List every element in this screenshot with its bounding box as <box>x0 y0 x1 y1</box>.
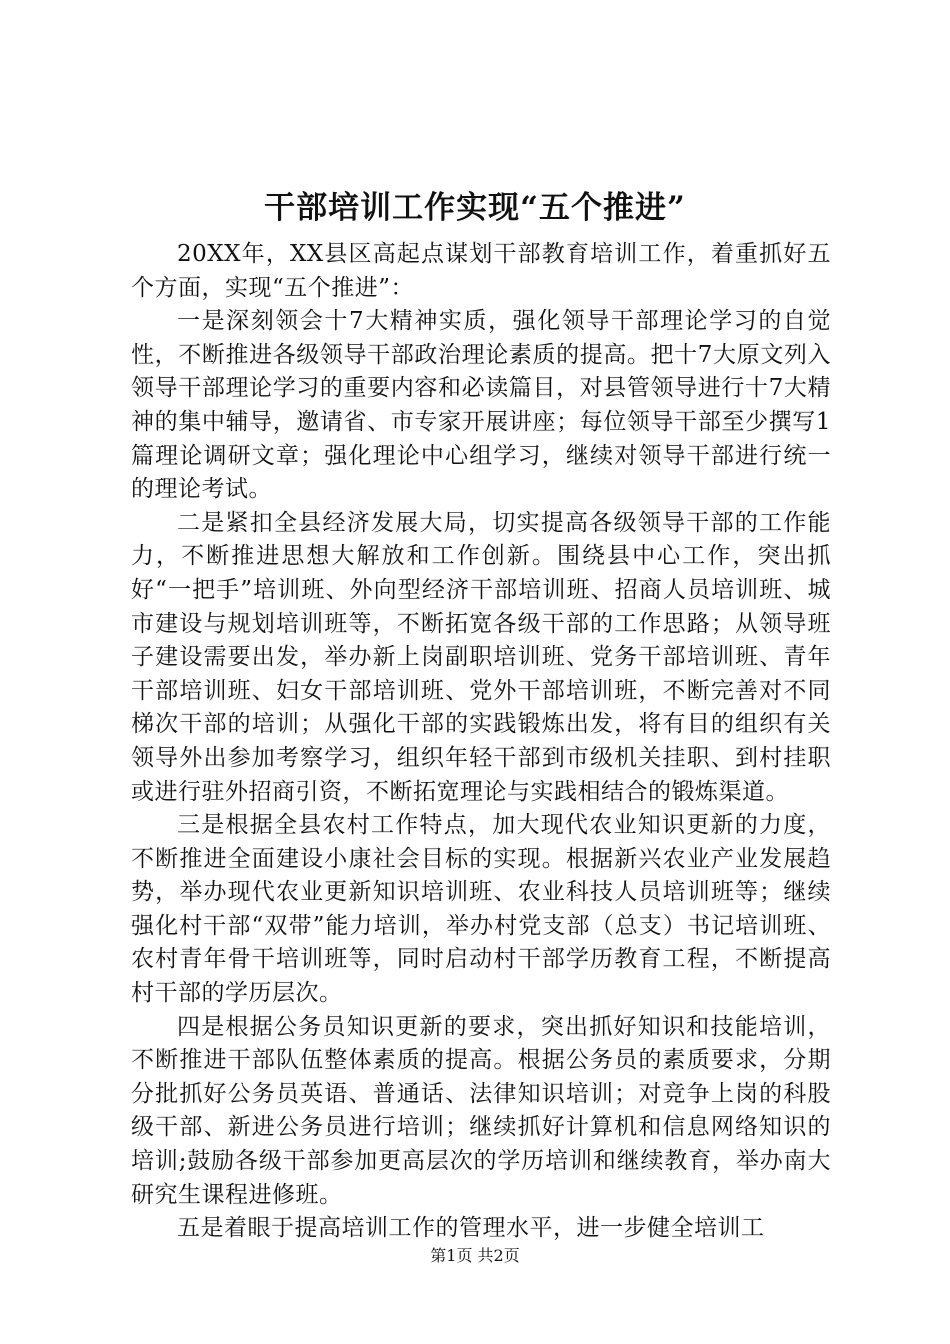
paragraph-intro: 20XX年，XX县区高起点谋划干部教育培训工作，着重抓好五个方面，实现“五个推进”： <box>131 241 831 301</box>
paragraph-point-2: 二是紧扣全县经济发展大局，切实提高各级领导干部的工作能力，不断推进思想大解放和工作创新。围绕县中心工作，突出抓好“一把手”培训班、外向型经济干部培训班、招商人员培训班、城市建设与规划培训班等，不断拓宽各级干部的工作思路；从领导班子建设需要出发，举办新上岗副职培训班、党务干部培训班、青年干部培训班、妇女干部培训班、党外干部培训班，不断完善对不同梯次干部的培训；从强化干部的实践锻炼出发，将有目的组织有关领导外出参加考察学习，组织年轻干部到市级机关挂职、到村挂职或进行驻外招商引资，不断拓宽理论与实践相结合的锻炼渠道。 <box>131 509 831 805</box>
paragraph-point-4: 四是根据公务员知识更新的要求，突出抓好知识和技能培训，不断推进干部队伍整体素质的提高。根据公务员的素质要求，分期分批抓好公务员英语、普通话、法律知识培训；对竞争上岗的科股级干部、新进公务员进行培训；继续抓好计算机和信息网络知识的培训;鼓励各级干部参加更高层次的学历培训和继续教育，举办南大研究生课程进修班。 <box>131 1013 831 1208</box>
paragraph-point-3: 三是根据全县农村工作特点，加大现代农业知识更新的力度，不断推进全面建设小康社会目标的实现。根据新兴农业产业发展趋势，举办现代农业更新知识培训班、农业科技人员培训班等；继续强化村干部“双带”能力培训，举办村党支部（总支）书记培训班、农村青年骨干培训班等，同时启动村干部学历教育工程，不断提高村干部的学历层次。 <box>131 812 831 1007</box>
paragraph-point-1: 一是深刻领会十7大精神实质，强化领导干部理论学习的自觉性，不断推进各级领导干部政治理论素质的提高。把十7大原文列入领导干部理论学习的重要内容和必读篇目，对县管领导进行十7大精神的集中辅导，邀请省、市专家开展讲座；每位领导干部至少撰写1篇理论调研文章；强化理论中心组学习，继续对领导干部进行统一的理论考试。 <box>131 308 831 503</box>
paragraph-point-5: 五是着眼于提高培训工作的管理水平，进一步健全培训工 <box>177 1215 765 1242</box>
document-body <box>131 238 831 1246</box>
page-number-footer: 第1页 共2页 <box>430 1246 520 1265</box>
document-title: 干部培训工作实现“五个推进” <box>264 190 686 226</box>
